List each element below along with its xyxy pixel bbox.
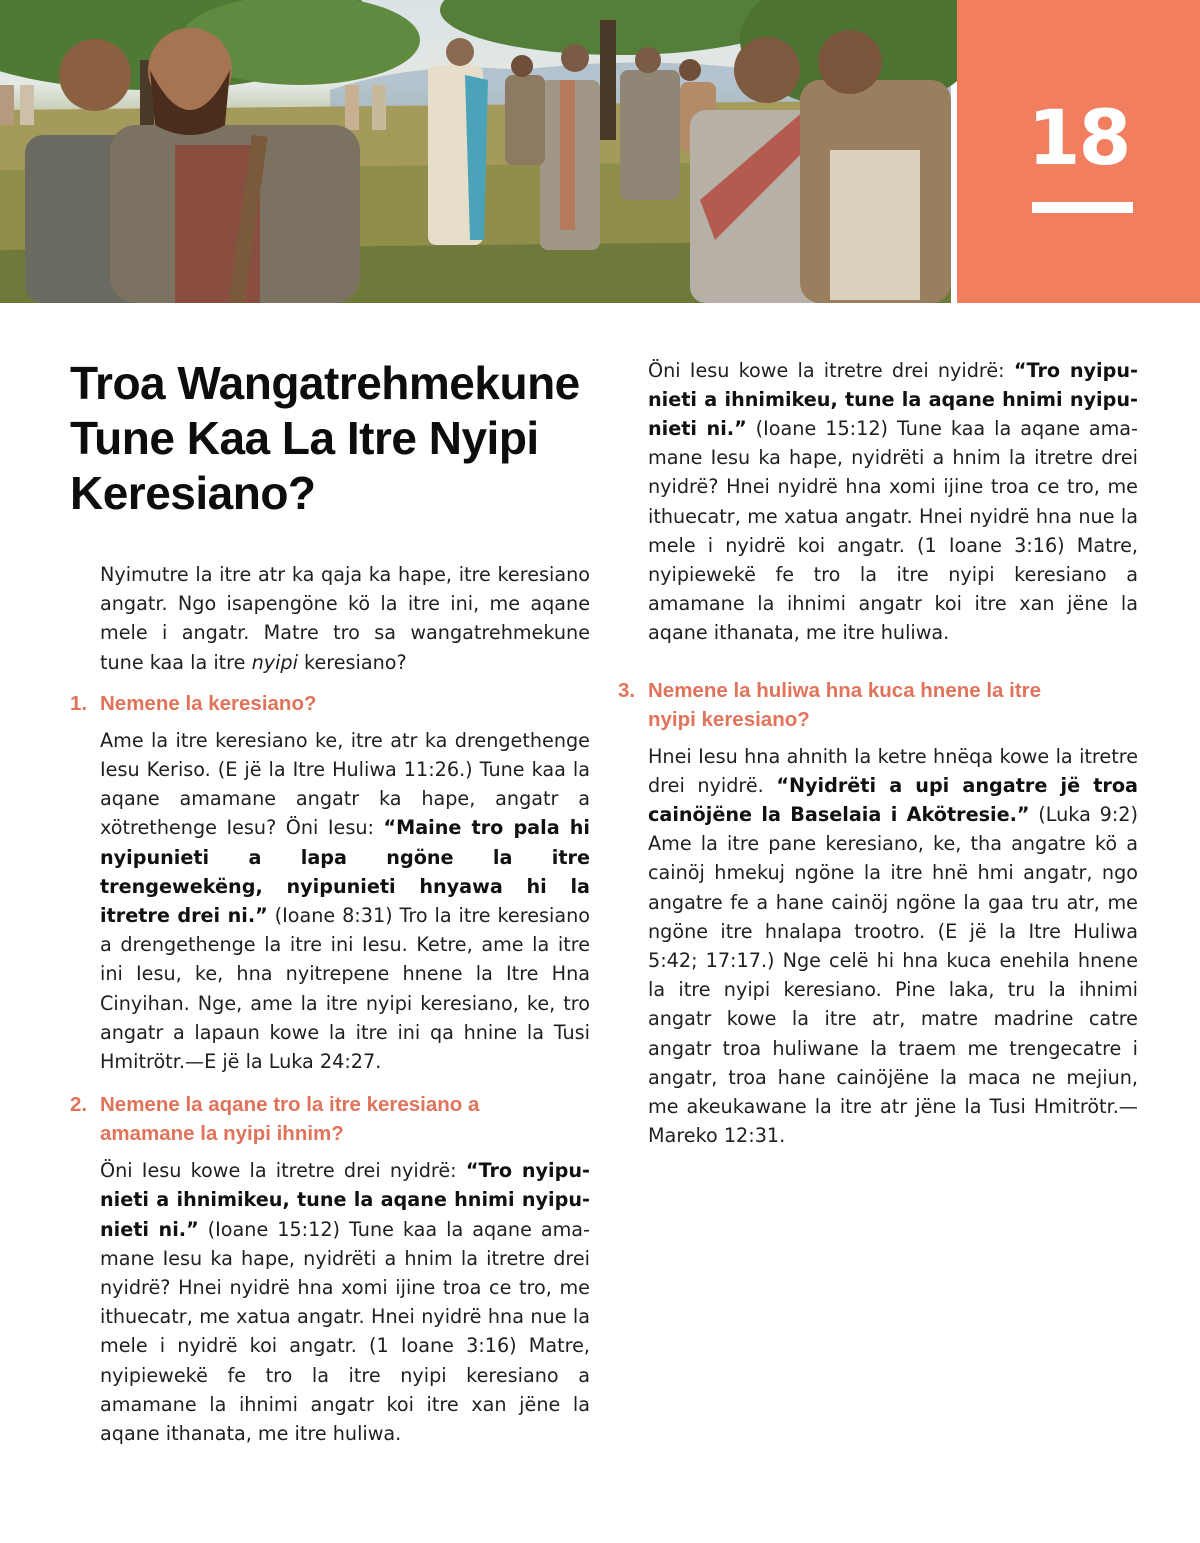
- title-line: Troa Wangatrehmekune: [70, 357, 580, 409]
- chapter-number-box: [957, 0, 1200, 303]
- chapter-rule: [1032, 202, 1133, 213]
- answer-paragraph-2-continued: [618, 358, 1138, 648]
- intro-emphasis: nyipi: [251, 650, 298, 674]
- answer-text: (Ioane 15:12) Tune kaa la aqane amamane Iesu ka hape, nyidrëti a hnim la itretre drei nyidrë? Hnei nyidrë hna xomi ijine troa ce tro, me ithuecatr, me xatua angatr. Hnei nyidrë hna nue la mele i nyidrë koi angatr. (1 Ioane 3:16) Matre, nyipiewekë fe tro la itre nyipi keresiano a amamane la ihnimi angatr koi itre xan jëne la aqane ithanata, me itre huliwa.: [648, 417, 1138, 645]
- scripture-quote: “Tro nyipunieti a ihnimikeu, tune la aqane hnimi nyipunieti ni.”: [648, 358, 1138, 441]
- title-line: Tune Kaa La Itre Nyipi: [70, 412, 539, 464]
- scripture-quote: “Tro nyipunieti a ihnimikeu, tune la aqane hnimi nyipunieti ni.”: [100, 1159, 590, 1241]
- answer-paragraph-2-overflow: [618, 356, 1138, 648]
- right-column: [618, 358, 1138, 1150]
- question-text: Nemene la aqane tro la itre keresiano a amamane la nyipi ihnim?: [100, 1093, 480, 1146]
- answer-paragraph-1: [70, 726, 590, 1076]
- question-heading-1: [70, 689, 590, 718]
- question-number: 1.: [70, 691, 88, 715]
- question-text: Nemene la huliwa hna kuca hnene la itre nyipi keresiano?: [648, 678, 1042, 731]
- question-number: 2.: [70, 1093, 88, 1117]
- scripture-quote: “Maine tro pala hi nyipunieti a lapa ngöne la itre trengewekëng, nyipunieti hnyawa hi la itretre drei ni.”: [100, 816, 590, 928]
- answer-text: Öni Iesu kowe la itretre drei nyidrë:: [100, 1159, 466, 1183]
- question-heading-2: [70, 1090, 540, 1148]
- answer-text: Ame la itre keresiano ke, itre atr ka drengethenge Iesu Keriso. (E jë la Itre Huliwa 11:26.) Tune kaa la aqane amamane angatr ka hape, angatr a xötrethenge Iesu? Öni Iesu:: [100, 728, 590, 840]
- answer-text: (Luka 9:2) Ame la itre pane keresiano, ke, tha angatre kö a cainöj hmekuj ngöne la itre hnë hmi angatr, ngo angatre fe a hane cainöj ngöne la gaa tru atr, me ngöne itre hnalapa trootro. (E jë la Itre Huliwa 5:42; 17:17.) Nge celë hi hna kuca enehila hnene la itre nyipi keresiano. Pine laka, tru la ihnimi angatr kowe la itre atr, matre madrine catre angatr troa huliwane la traem me trengecatre i angatr, troa hane cainöjëne la maca ne mejiun, me akeukawane la itre atr jëne la Tusi Hmitrötr.—Mareko 12:31.: [648, 803, 1138, 1148]
- question-number: 3.: [618, 678, 636, 702]
- chapter-number: 18: [1027, 93, 1130, 182]
- answer-text: Öni Iesu kowe la itretre drei nyidrë:: [648, 358, 1014, 382]
- page-title: [70, 356, 690, 521]
- question-heading-3: [618, 676, 1058, 734]
- question-text: Nemene la keresiano?: [100, 691, 317, 715]
- answer-paragraph-3: [618, 742, 1138, 1151]
- hero-illustration: [0, 0, 951, 303]
- intro-paragraph: [70, 560, 590, 677]
- hero-photo: [0, 0, 951, 303]
- answer-text: (Ioane 8:31) Tro la itre keresiano a drengethenge la itre ini Iesu. Ketre, ame la itre ini Iesu, ke, hna nyitrepene hnene la Itre Hna Cinyihan. Nge, ame la itre nyipi keresiano, ke, tro angatr a lapaun kowe la itre ini qa hnine la Tusi Hmitrötr.—E jë la Luka 24:27.: [100, 904, 590, 1074]
- answer-text: Hnei Iesu hna ahnith la ketre hnëqa kowe la itretre drei nyidrë.: [648, 744, 1138, 797]
- intro-text: Nyimutre la itre atr ka qaja ka hape, itre keresiano angatr. Ngo isapengöne kö la itre ini, me aqane mele i angatr. Matre tro sa wangatrehmekune tune kaa la itre: [100, 563, 590, 674]
- title-line: Keresiano?: [70, 467, 316, 519]
- answer-text: (Ioane 15:12) Tune kaa la aqane amamane Iesu ka hape, nyidrëti a hnim la itretre drei nyidrë? Hnei nyidrë hna xomi ijine troa ce tro, me ithuecatr, me xatua angatr. Hnei nyidrë hna nue la mele i nyidrë koi angatr. (1 Ioane 3:16) Matre, nyipiewekë fe tro la itre nyipi keresiano a amamane la ihnimi angatr koi itre xan jëne la aqane ithanata, me itre huliwa.: [100, 1217, 590, 1446]
- left-column: [70, 560, 590, 1446]
- scripture-quote: “Nyidrëti a upi angatre jë troa cainöjëne la Baselaia i Akötresie.”: [648, 773, 1138, 826]
- intro-text-end: keresiano?: [297, 650, 407, 674]
- answer-paragraph-2: [70, 1156, 590, 1446]
